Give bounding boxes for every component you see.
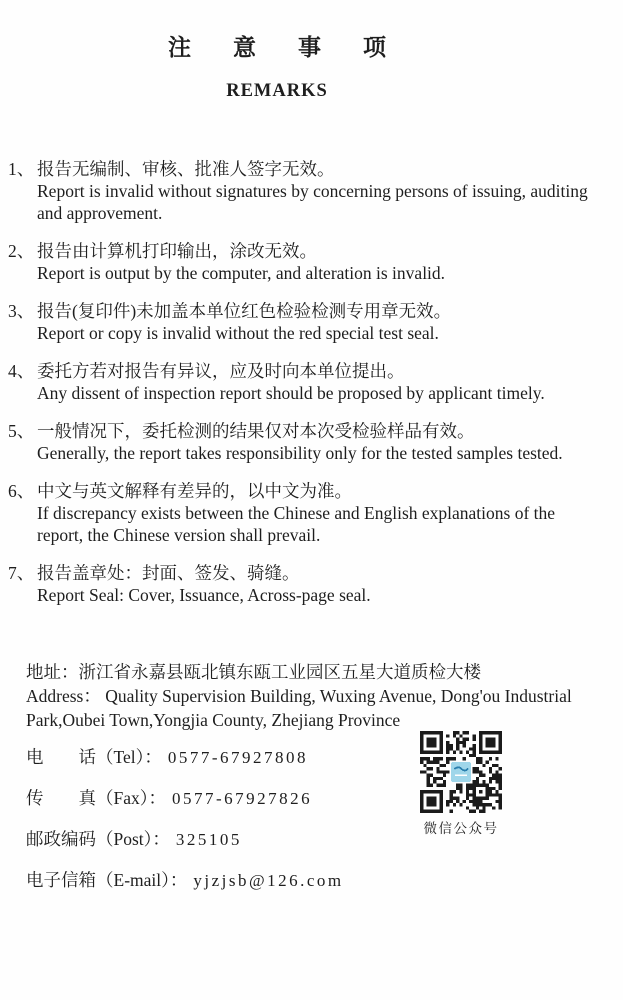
remark-item-body [37, 360, 597, 404]
contact-label: 邮政编码（Post）： [26, 829, 170, 849]
remark-item-english-text: If discrepancy exists between the Chinese and English explanations of the report, the Chinese version shall prevail. [37, 503, 556, 545]
page-title: 注意事项 [168, 35, 428, 60]
remark-item-body [37, 480, 597, 546]
contact-label: 电子信箱（E-mail）： [26, 870, 188, 890]
remark-item-chinese-text: 委托方若对报告有异议，应及时向本单位提出。 [37, 361, 405, 381]
contact-label: 电 话（Tel）： [26, 747, 162, 767]
contact-value: 0577-67927826 [172, 789, 313, 808]
remark-item [8, 562, 597, 606]
remark-item-chinese-text: 报告盖章处：封面、签发、骑缝。 [37, 563, 300, 583]
contact-label: 传 真（Fax）： [26, 788, 166, 808]
contact-row [26, 869, 623, 892]
remark-item-number: 1、 [8, 159, 35, 179]
remark-item-number: 7、 [8, 563, 35, 583]
remark-item-chinese-text: 中文与英文解释有差异的，以中文为准。 [37, 481, 352, 501]
remark-item-english-text: Report Seal: Cover, Issuance, Across-page seal. [37, 585, 371, 605]
remark-item-number: 6、 [8, 481, 35, 501]
contact-row [26, 828, 623, 851]
remark-item-body [37, 562, 597, 606]
remark-item [8, 300, 597, 344]
remark-item-english-text: Report is invalid without signatures by concerning persons of issuing, auditing and approvement. [37, 181, 588, 223]
contact-value: 325105 [175, 830, 242, 849]
wechat-qr-label: 微信公众号 [423, 821, 499, 836]
remark-item-chinese-text: 一般情况下，委托检测的结果仅对本次受检验样品有效。 [37, 421, 475, 441]
remark-item-english-text: Any dissent of inspection report should be proposed by applicant timely. [37, 383, 545, 403]
remark-item-body [37, 420, 597, 464]
remark-item-number: 2、 [8, 241, 35, 261]
contact-value: 0577-67927808 [167, 748, 309, 767]
remark-item-chinese-text: 报告由计算机打印输出，涂改无效。 [37, 241, 317, 261]
address-english-line: Address： Quality Supervision Building, Wuxing Avenue, Dong'ou Industrial Park,Oubei Town,Yongjia County, Zhejiang Province [26, 686, 572, 730]
remark-item-number: 4、 [8, 361, 35, 381]
contact-row [26, 787, 623, 810]
remark-item [8, 240, 597, 284]
remark-item [8, 420, 597, 464]
contact-block [26, 746, 623, 892]
remark-item-body [37, 300, 597, 344]
remark-item-english-text: Generally, the report takes responsibility only for the tested samples tested. [37, 443, 563, 463]
wechat-qr-code [420, 731, 502, 813]
remark-item-english-text: Report is output by the computer, and alteration is invalid. [37, 263, 446, 283]
page-subtitle: REMARKS [226, 81, 328, 101]
remark-item-chinese-text: 报告(复印件)未加盖本单位红色检验检测专用章无效。 [37, 301, 452, 321]
remark-item [8, 480, 597, 546]
remark-item-body [37, 158, 597, 224]
remarks-list [8, 158, 597, 606]
wechat-qr-block [420, 731, 502, 837]
remark-item-number: 3、 [8, 301, 35, 321]
remark-item [8, 360, 597, 404]
address-block [26, 660, 605, 732]
qr-center-logo [451, 762, 471, 782]
remark-item-english-text: Report or copy is invalid without the red special test seal. [37, 323, 439, 343]
contact-value: yjzjsb@126.com [193, 871, 344, 890]
remark-item-number: 5、 [8, 421, 35, 441]
remark-item-chinese-text: 报告无编制、审核、批准人签字无效。 [37, 159, 335, 179]
contact-row [26, 746, 623, 769]
address-chinese-line: 地址：浙江省永嘉县瓯北镇东瓯工业园区五星大道质检大楼 [26, 662, 481, 682]
remark-item [8, 158, 597, 224]
remark-item-body [37, 240, 597, 284]
